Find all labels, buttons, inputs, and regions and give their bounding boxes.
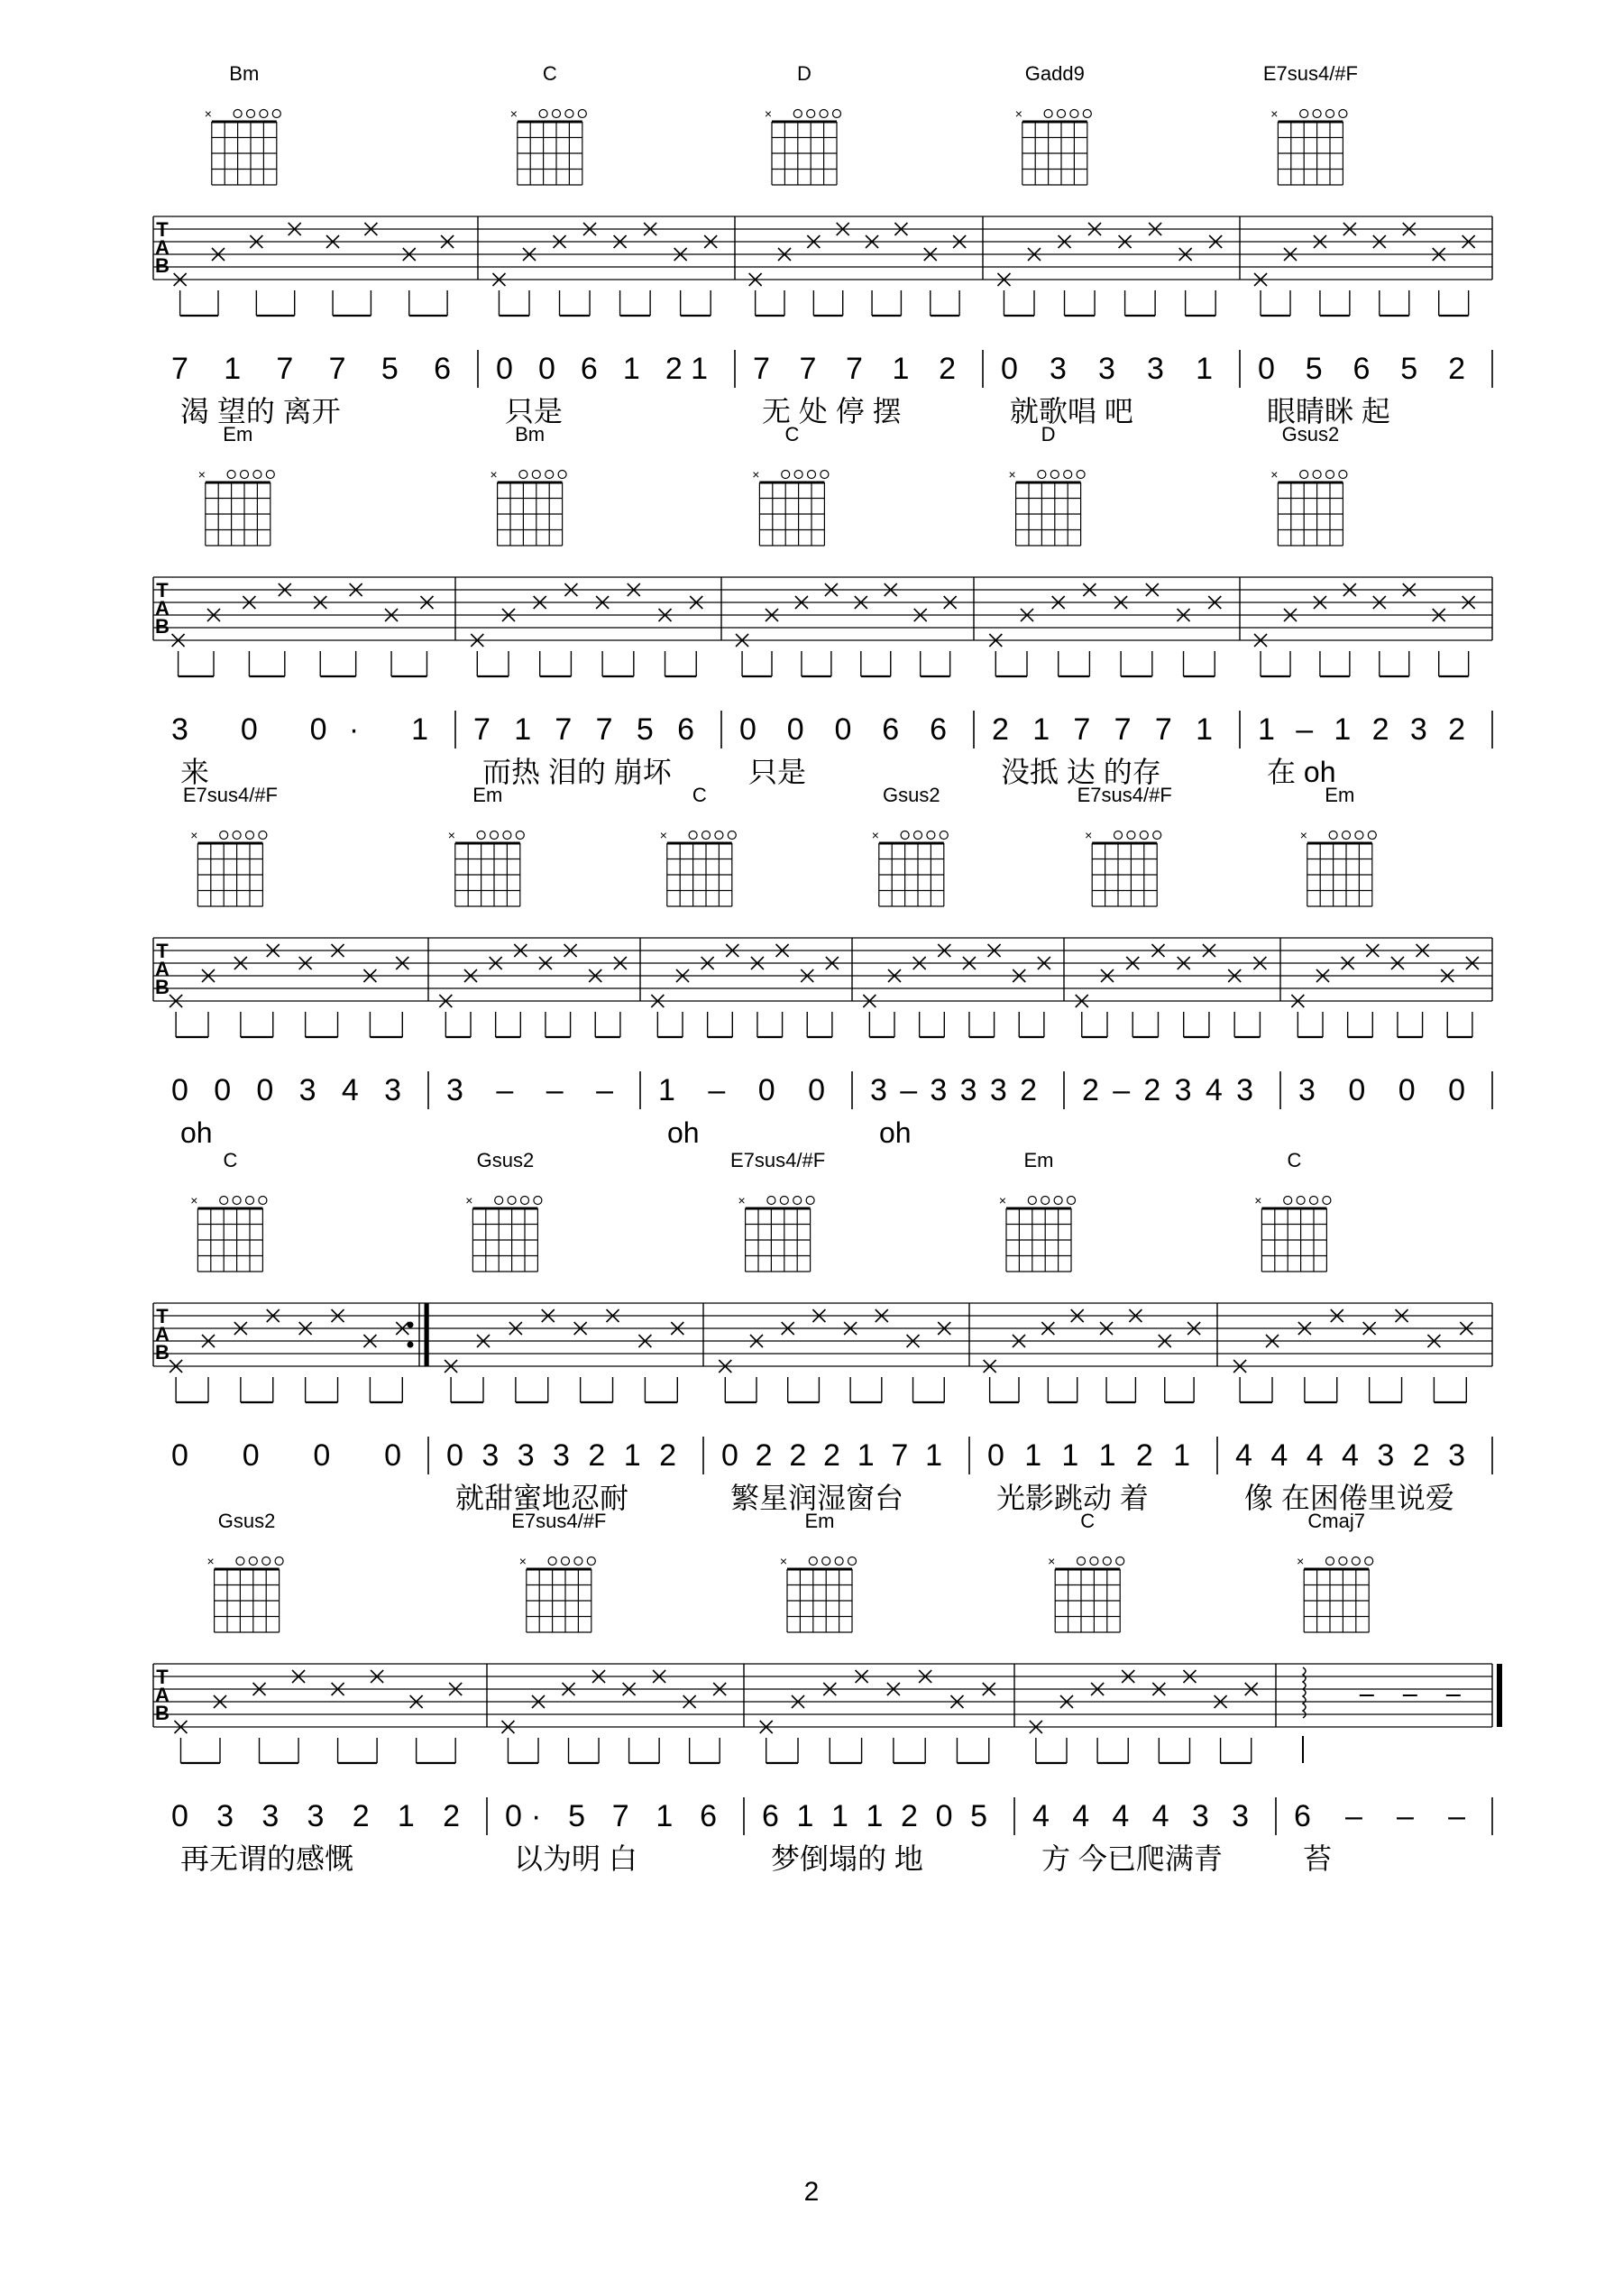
- svg-text:×: ×: [447, 828, 455, 842]
- tab-staff: [153, 577, 1492, 640]
- measure: [501, 1510, 744, 1875]
- svg-text:×: ×: [206, 1554, 215, 1568]
- chord-diagram: [207, 1554, 284, 1632]
- chord-name: Em: [804, 1510, 835, 1532]
- jianpu-notes: 6 1 1 1 2 0 5: [762, 1799, 987, 1833]
- svg-text:×: ×: [190, 828, 198, 842]
- lyric-text: 再无谓的感慨: [180, 1842, 354, 1875]
- measure: [171, 62, 478, 427]
- measure: [736, 423, 974, 788]
- jianpu-notes: 0 5 6 5 2: [1258, 352, 1465, 386]
- chord-diagram: [198, 467, 275, 546]
- measure: [1294, 1510, 1492, 1875]
- lyric-text: 无 处 停 摆: [762, 395, 902, 427]
- jianpu-notes: 6 – – –: [1294, 1799, 1465, 1833]
- measure: [749, 62, 983, 427]
- jianpu-notes: 0 1 1 1 2 1: [987, 1438, 1190, 1473]
- chord-name: E7sus4/#F: [1262, 62, 1358, 85]
- tab-clef-letter: T: [156, 1305, 169, 1327]
- svg-text:×: ×: [1014, 106, 1022, 121]
- lyric-text: 就甜蜜地忍耐: [455, 1482, 629, 1514]
- chord-diagram: [510, 106, 587, 185]
- jianpu-notes: 3 – – –: [446, 1073, 613, 1107]
- tab-clef-letter: T: [156, 1666, 169, 1688]
- tab-clef-letter: B: [155, 254, 170, 277]
- measure: [492, 62, 735, 427]
- tab-clef-letter: A: [155, 236, 170, 259]
- chord-name: Bm: [515, 423, 546, 445]
- measure: [1291, 784, 1492, 1109]
- lyric-text: oh: [667, 1116, 700, 1149]
- lyric-text: 梦倒塌的 地: [771, 1842, 923, 1875]
- measure: [989, 423, 1240, 788]
- chord-name: Gadd9: [1024, 62, 1085, 85]
- svg-text:×: ×: [190, 1193, 198, 1208]
- chord-name: E7sus4/#F: [511, 1510, 607, 1532]
- lyric-text: 苔: [1303, 1842, 1333, 1875]
- lyric-text: 方 今已爬满青: [1041, 1842, 1223, 1875]
- lyric-text: 像 在困倦里说爱: [1244, 1482, 1454, 1514]
- chord-name: E7sus4/#F: [1077, 784, 1172, 806]
- lyric-text: 没抵 达 的存: [1001, 756, 1161, 788]
- jianpu-notes: 0· 5 7 1 6: [505, 1799, 717, 1833]
- svg-text:×: ×: [1008, 467, 1016, 482]
- tab-system: [153, 62, 1492, 427]
- jianpu-notes: 2 – 2 3 4 3: [1082, 1073, 1253, 1107]
- measure: [1233, 1149, 1492, 1514]
- svg-text:×: ×: [998, 1193, 1007, 1208]
- chord-name: D: [1041, 423, 1056, 445]
- measure: [1076, 784, 1280, 1109]
- measure: [984, 1149, 1217, 1514]
- jianpu-notes: 1 – 0 0: [658, 1073, 825, 1107]
- chord-diagram: [1297, 1554, 1373, 1632]
- chord-diagram: [1300, 828, 1377, 906]
- lyric-text: oh: [879, 1116, 912, 1149]
- lyric-text: 只是: [505, 395, 564, 427]
- svg-text:×: ×: [509, 106, 518, 121]
- svg-text:×: ×: [1297, 1554, 1305, 1568]
- tab-staff: [153, 216, 1492, 280]
- chord-name: Cmaj7: [1307, 1510, 1365, 1532]
- svg-text:×: ×: [779, 1554, 788, 1568]
- chord-name: E7sus4/#F: [730, 1149, 826, 1171]
- measure: [445, 1149, 703, 1514]
- chord-diagram: [448, 828, 525, 906]
- chord-diagram: [190, 1193, 267, 1272]
- tab-clef-letter: A: [155, 597, 170, 620]
- lyric-text: 来: [180, 756, 210, 788]
- chord-diagram: [519, 1554, 596, 1632]
- svg-text:×: ×: [659, 828, 667, 842]
- measure: [719, 1149, 969, 1514]
- chord-name: Em: [1325, 784, 1355, 806]
- tab-clef-letter: A: [155, 1323, 170, 1345]
- measure: [471, 423, 721, 788]
- chord-name: C: [784, 423, 800, 445]
- chord-name: D: [797, 62, 812, 85]
- jianpu-notes: 0 0 0 0: [171, 1438, 401, 1473]
- measure: [170, 1149, 428, 1474]
- chord-diagram: [738, 1193, 815, 1272]
- measure: [439, 784, 640, 1109]
- jianpu-notes: 3 0 0 0: [1298, 1073, 1465, 1107]
- lyric-text: oh: [180, 1116, 213, 1149]
- lyric-text: 渴 望的 离开: [180, 395, 341, 427]
- chord-diagram: [752, 467, 829, 546]
- tab-clef-letter: T: [156, 218, 169, 241]
- measure: [997, 62, 1240, 427]
- chord-name: Em: [1023, 1149, 1054, 1171]
- svg-text:×: ×: [1085, 828, 1093, 842]
- measure: [760, 1510, 1014, 1875]
- chord-name: Gsus2: [883, 784, 940, 806]
- lyric-text: 就歌唱 吧: [1010, 395, 1133, 427]
- lyric-text: 光影跳动 着: [996, 1482, 1149, 1514]
- chord-diagram: [205, 106, 281, 185]
- chord-diagram: [765, 106, 841, 185]
- svg-text:×: ×: [871, 828, 879, 842]
- tab-clef-letter: T: [156, 579, 169, 602]
- measure: [1030, 1510, 1276, 1875]
- jianpu-notes: 0 3 3 3 2 1 2: [171, 1799, 460, 1833]
- jianpu-notes: 0 0 0 3 4 3: [171, 1073, 401, 1107]
- jianpu-notes: 0 3 3 3 1: [1001, 352, 1213, 386]
- jianpu-notes: 3 – 3 3 3 2: [870, 1073, 1037, 1107]
- tab-clef-letter: B: [155, 976, 170, 998]
- measure: [1254, 423, 1492, 788]
- tab-system: [153, 784, 1492, 1149]
- svg-text:×: ×: [518, 1554, 527, 1568]
- chord-diagram: [465, 1193, 542, 1272]
- chord-diagram: [1048, 1554, 1124, 1632]
- svg-text:×: ×: [1048, 1554, 1056, 1568]
- measure: [171, 423, 455, 788]
- chord-diagram: [1270, 467, 1347, 546]
- chord-diagram: [190, 828, 267, 906]
- svg-text:×: ×: [490, 467, 498, 482]
- tab-staff: [153, 1664, 1499, 1727]
- chord-diagram: [1254, 1193, 1331, 1272]
- lyric-text: 在 oh: [1267, 756, 1336, 788]
- chord-diagram: [660, 828, 737, 906]
- chord-name: E7sus4/#F: [182, 784, 278, 806]
- tab-system: [153, 423, 1492, 788]
- jianpu-notes: 0 2 2 2 1 7 1: [721, 1438, 942, 1473]
- svg-text:×: ×: [1254, 1193, 1262, 1208]
- measure: [1254, 62, 1492, 427]
- svg-text:×: ×: [738, 1193, 746, 1208]
- chord-name: Em: [472, 784, 503, 806]
- jianpu-notes: 3 0 0· 1: [171, 712, 428, 747]
- tab-clef-letter: A: [155, 1684, 170, 1706]
- chord-diagram: [1009, 467, 1086, 546]
- svg-text:×: ×: [465, 1193, 473, 1208]
- jianpu-notes: 2 1 7 7 7 1: [992, 712, 1213, 747]
- chord-diagram: [491, 467, 567, 546]
- jianpu-notes: 4 4 4 4 3 2 3: [1235, 1438, 1465, 1473]
- chord-diagram: [1015, 106, 1092, 185]
- tab-clef-letter: T: [156, 940, 169, 962]
- svg-text:×: ×: [764, 106, 773, 121]
- chord-diagram: [1270, 106, 1347, 185]
- chord-name: Bm: [229, 62, 260, 85]
- lyric-text: 以为明 白: [514, 1842, 637, 1875]
- jianpu-notes: 0 3 3 3 2 1 2: [446, 1438, 676, 1473]
- chord-diagram: [780, 1554, 857, 1632]
- jianpu-notes: 7 1 7 7 5 6: [171, 352, 451, 386]
- tab-system: [153, 1149, 1492, 1514]
- svg-text:×: ×: [204, 106, 212, 121]
- jianpu-notes: 4 4 4 4 3 3: [1032, 1799, 1249, 1833]
- tab-clef-letter: A: [155, 958, 170, 980]
- jianpu-notes: 7 7 7 1 2: [753, 352, 956, 386]
- lyric-text: 而热 泪的 崩坏: [482, 756, 672, 788]
- svg-text:×: ×: [1270, 467, 1279, 482]
- jianpu-notes: 7 1 7 7 5 6: [473, 712, 694, 747]
- chord-name: Gsus2: [1281, 423, 1340, 445]
- chord-diagram: [872, 828, 949, 906]
- lyric-text: 只是: [748, 756, 807, 788]
- measure: [171, 1510, 487, 1875]
- tab-clef-letter: B: [155, 1702, 170, 1724]
- measure: [170, 784, 428, 1149]
- svg-text:×: ×: [752, 467, 760, 482]
- tab-clef-letter: B: [155, 1341, 170, 1364]
- chord-name: C: [1080, 1510, 1096, 1532]
- svg-text:×: ×: [1299, 828, 1307, 842]
- lyric-text: 繁星润湿窗台: [730, 1482, 904, 1514]
- chord-name: Em: [223, 423, 253, 445]
- chord-diagram: [1085, 828, 1161, 906]
- jianpu-notes: 1 – 1 2 3 2: [1258, 712, 1465, 747]
- jianpu-notes: 0 0 0 6 6: [739, 712, 947, 747]
- tab-system: [153, 1510, 1499, 1875]
- lyric-text: 眼睛眯 起: [1267, 395, 1390, 427]
- chord-name: C: [692, 784, 707, 806]
- chord-name: Gsus2: [476, 1149, 535, 1171]
- chord-name: C: [542, 62, 557, 85]
- chord-name: C: [1287, 1149, 1302, 1171]
- jianpu-notes: 0 0 6 1 21: [496, 352, 708, 386]
- tab-staff: [153, 938, 1492, 1001]
- chord-name: C: [223, 1149, 238, 1171]
- measure: [651, 784, 852, 1149]
- chord-diagram: [999, 1193, 1076, 1272]
- tab-clef-letter: B: [155, 615, 170, 638]
- svg-text:×: ×: [197, 467, 206, 482]
- svg-text:×: ×: [1270, 106, 1279, 121]
- measure: [863, 784, 1064, 1149]
- page-number: 2: [803, 2177, 820, 2207]
- chord-name: Gsus2: [217, 1510, 276, 1532]
